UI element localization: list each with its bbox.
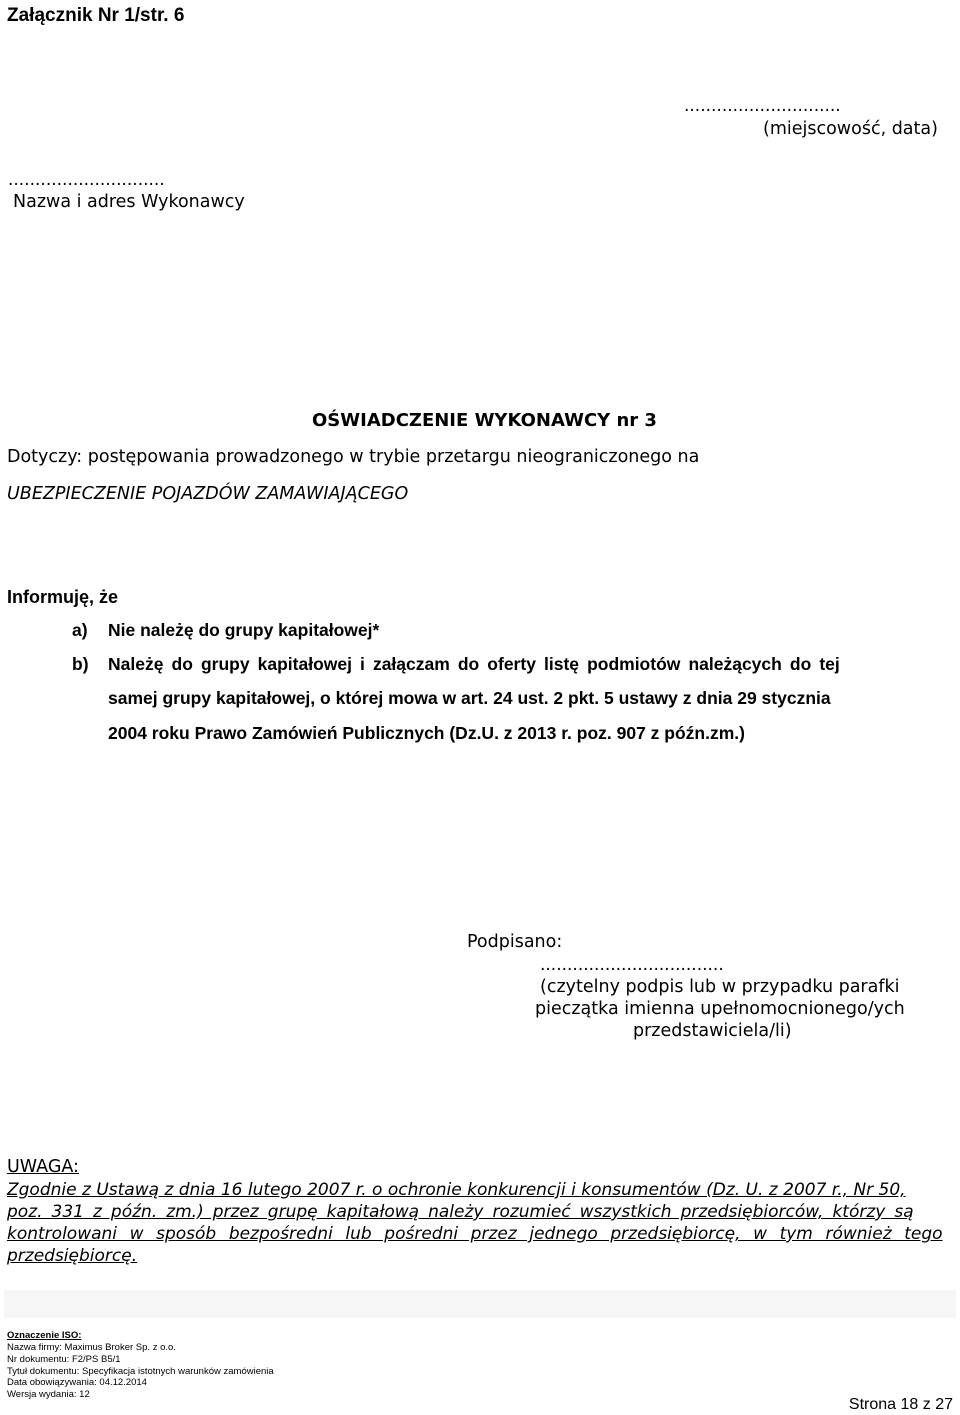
signature-caption-1: (czytelny podpis lub w przypadku parafki bbox=[540, 977, 900, 997]
inform-intro: Informuję, że bbox=[7, 587, 119, 607]
note-line-2: poz. 331 z późn. zm.) przez grupę kapitałową należy rozumieć wszystkich przedsiębiorców, którzy są bbox=[7, 1202, 914, 1222]
note-line-4: przedsiębiorcę. bbox=[7, 1246, 138, 1266]
contractor-dots: ............................. bbox=[8, 170, 165, 190]
place-date-dots: ............................. bbox=[684, 96, 841, 116]
note-heading: UWAGA: bbox=[7, 1157, 79, 1177]
footer-iso-label: Oznaczenie ISO: bbox=[7, 1330, 82, 1341]
declaration-subject: Dotyczy: postępowania prowadzonego w trybie przetargu nieograniczonego na bbox=[7, 447, 700, 467]
document-header bbox=[0, 0, 960, 38]
signature-caption-3: przedstawiciela/li) bbox=[633, 1021, 792, 1041]
place-date-label: (miejscowość, data) bbox=[763, 119, 938, 139]
item-b-line-2: samej grupy kapitałowej, o której mowa w art. 24 ust. 2 pkt. 5 ustawy z dnia 29 stycznia bbox=[108, 688, 831, 708]
signed-label: Podpisano: bbox=[467, 932, 563, 952]
footer-band bbox=[4, 1290, 956, 1318]
item-a-marker: a) bbox=[72, 620, 88, 640]
item-b-line-1: Należę do grupy kapitałowej i załączam do oferty listę podmiotów należących do tej bbox=[108, 654, 840, 674]
note-line-3: kontrolowani w sposób bezpośredni lub pośredni przez jednego przedsiębiorcę, w tym również tego bbox=[7, 1224, 943, 1244]
page-number: Strona 18 z 27 bbox=[848, 1396, 953, 1413]
signature-dots: .................................. bbox=[540, 955, 724, 975]
contractor-label: Nazwa i adres Wykonawcy bbox=[13, 192, 245, 212]
note-line-1: Zgodnie z Ustawą z dnia 16 lutego 2007 r. o ochronie konkurencji i konsumentów (Dz. U. z 2007 r., Nr 50, bbox=[7, 1180, 906, 1200]
signature-caption-2: pieczątka imienna upełnomocnionego/ych bbox=[535, 999, 905, 1019]
item-b-line-3: 2004 roku Prawo Zamówień Publicznych (Dz.U. z 2013 r. poz. 907 z późn.zm.) bbox=[108, 723, 745, 743]
footer-doc-number: Nr dokumentu: F2/PS B5/1 bbox=[7, 1354, 121, 1365]
footer-valid-date: Data obowiązywania: 04.12.2014 bbox=[7, 1377, 147, 1388]
subject-name: UBEZPIECZENIE POJAZDÓW ZAMAWIAJĄCEGO bbox=[7, 484, 409, 504]
item-a-text: Nie należę do grupy kapitałowej* bbox=[108, 620, 380, 640]
item-b-marker: b) bbox=[72, 654, 89, 674]
footer-company: Nazwa firmy: Maximus Broker Sp. z o.o. bbox=[7, 1342, 176, 1353]
footer-version: Wersja wydania: 12 bbox=[7, 1389, 90, 1400]
footer-doc-title: Tytuł dokumentu: Specyfikacja istotnych warunków zamówienia bbox=[7, 1366, 274, 1377]
declaration-title: OŚWIADCZENIE WYKONAWCY nr 3 bbox=[312, 410, 657, 431]
attachment-title: Załącznik Nr 1/str. 6 bbox=[7, 5, 185, 26]
